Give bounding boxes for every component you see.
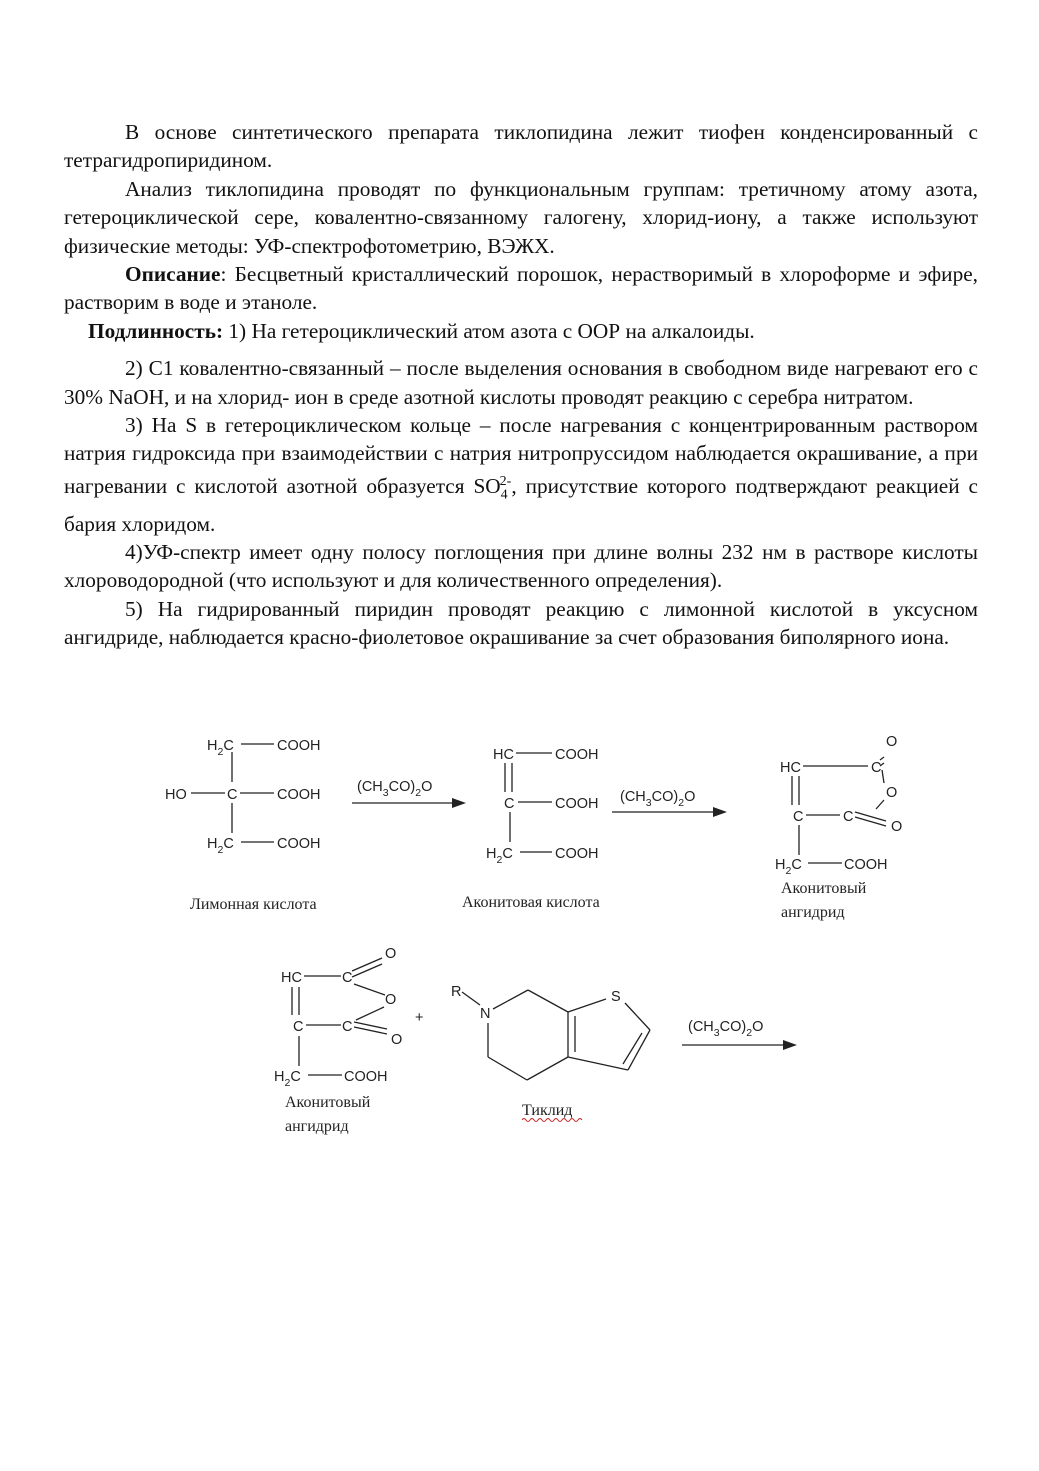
svg-text:COOH: COOH: [844, 857, 888, 873]
svg-text:COOH: COOH: [555, 846, 599, 862]
svg-text:O: O: [891, 819, 903, 835]
svg-text:H2C: $H_2C$: [207, 836, 234, 856]
svg-text:O: O: [385, 992, 397, 1008]
svg-text:O: O: [886, 734, 898, 750]
svg-text:C: C: [504, 796, 515, 812]
svg-text:O: O: [385, 946, 397, 962]
svg-text:H2C: $H_2C$: [775, 857, 802, 877]
citric-acid-structure: [165, 738, 321, 856]
svg-text:COOH: COOH: [555, 747, 599, 763]
svg-text:C: C: [342, 1019, 353, 1035]
paragraph-analysis: Анализ тиклопидина проводят по функциональным группам: третичному атому азота, гетероциклической сере, ковалентно-связанному галогену, хлорид-иону, а также используют физические методы: УФ-спектрофотометрию, ВЭЖХ.: [64, 176, 978, 258]
reaction-arrow-2: [612, 789, 727, 817]
svg-text:COOH: COOH: [277, 836, 321, 852]
paragraph-intro: В основе синтетического препарата тиклопидина лежит тиофен конденсированный с тетрагидропиридином.: [64, 120, 978, 173]
sulfate-subscript: 4: [500, 487, 508, 503]
svg-text:H2C: $H_2C$: [274, 1069, 301, 1089]
sulfate-charge: 2-: [499, 473, 512, 489]
svg-text:S: S: [611, 989, 621, 1005]
anhydride-label-2-line2: ангидрид: [285, 1118, 349, 1135]
svg-text:C: C: [793, 809, 804, 825]
svg-text:(CH3CO)2O: $(CH_3CO)_2O$: [688, 1019, 764, 1039]
svg-text:O: O: [886, 785, 898, 801]
identity-test-1: 1) На гетероциклический атом азота с ООР на алкалоиды.: [223, 318, 755, 343]
svg-text:H2C: $H_2C$: [486, 846, 513, 866]
svg-text:HC: HC: [281, 970, 302, 986]
aconitic-acid-structure: [486, 747, 599, 866]
description-text: : Бесцветный кристаллический порошок, нерастворимый в хлороформе и эфире, растворим в воде и этаноле.: [64, 262, 978, 315]
svg-text:C: C: [871, 760, 882, 776]
description-heading: Описание: [125, 262, 221, 287]
citric-acid-label: Лимонная кислота: [190, 896, 317, 913]
svg-text:COOH: COOH: [555, 796, 599, 812]
svg-text:HC: HC: [780, 760, 801, 776]
anhydride-label-2-line1: Аконитовый: [285, 1094, 371, 1111]
aconitic-anhydride-structure-2: [274, 946, 402, 1089]
ticlid-label: Тиклид: [522, 1102, 573, 1119]
anhydride-label-1-line1: Аконитовый: [781, 880, 867, 897]
svg-text:H2C: $H_2C$: [207, 738, 234, 758]
svg-text:(CH3CO)2O: $(CH_3CO)_2O$: [620, 789, 696, 809]
svg-text:C: C: [227, 787, 238, 803]
aconitic-acid-label: Аконитовая кислота: [462, 894, 600, 911]
svg-text:HC: HC: [493, 747, 514, 763]
svg-text:C: C: [843, 809, 854, 825]
svg-text:O: O: [391, 1032, 403, 1048]
svg-text:N: N: [480, 1006, 491, 1022]
paragraph-test-5: 5) На гидрированный пиридин проводят реакцию с лимонной кислотой в уксусном ангидриде, наблюдается красно-фиолетовое окрашивание за счет образования биполярного иона.: [64, 596, 978, 650]
ticlid-structure: [451, 984, 650, 1080]
reaction-arrow-1: [352, 779, 466, 808]
reaction-arrow-3: [682, 1019, 797, 1050]
svg-text:(CH3CO)2O: $(CH_3CO)_2O$: [357, 779, 433, 799]
test-3-text: 3) На S в гетероциклическом кольце – после нагревания с концентрированным раствором натрия гидроксида при взаимодействии с натрия нитропруссидом наблюдается окрашивание, а при нагревании с кислотой азотной образуется SO: [64, 413, 978, 498]
svg-text:R: R: [451, 984, 462, 1000]
svg-text:COOH: COOH: [344, 1069, 388, 1085]
test-3-end: , присутствие которого подтверждают реакцией с бария хлоридом.: [64, 473, 978, 536]
svg-text:C: C: [293, 1019, 304, 1035]
svg-text:HO: HO: [165, 787, 187, 803]
plus-sign: +: [415, 1010, 424, 1026]
svg-text:C: C: [342, 970, 353, 986]
svg-text:COOH: COOH: [277, 738, 321, 754]
anhydride-label-1-line2: ангидрид: [781, 904, 845, 921]
svg-text:COOH: COOH: [277, 787, 321, 803]
identity-heading: Подлинность:: [88, 318, 224, 343]
aconitic-anhydride-structure-1: [775, 734, 902, 877]
paragraph-test-4: 4)УФ-спектр имеет одну полосу поглощения при длине волны 232 нм в растворе кислоты хлороводородной (что используют и для количественного определения).: [64, 540, 978, 593]
paragraph-test-2: 2) С1 ковалентно-связанный – после выделения основания в свободном виде нагревают его с 30% NaOH, и на хлорид- ион в среде азотной кислоты проводят реакцию с серебра нитратом.: [64, 356, 978, 409]
